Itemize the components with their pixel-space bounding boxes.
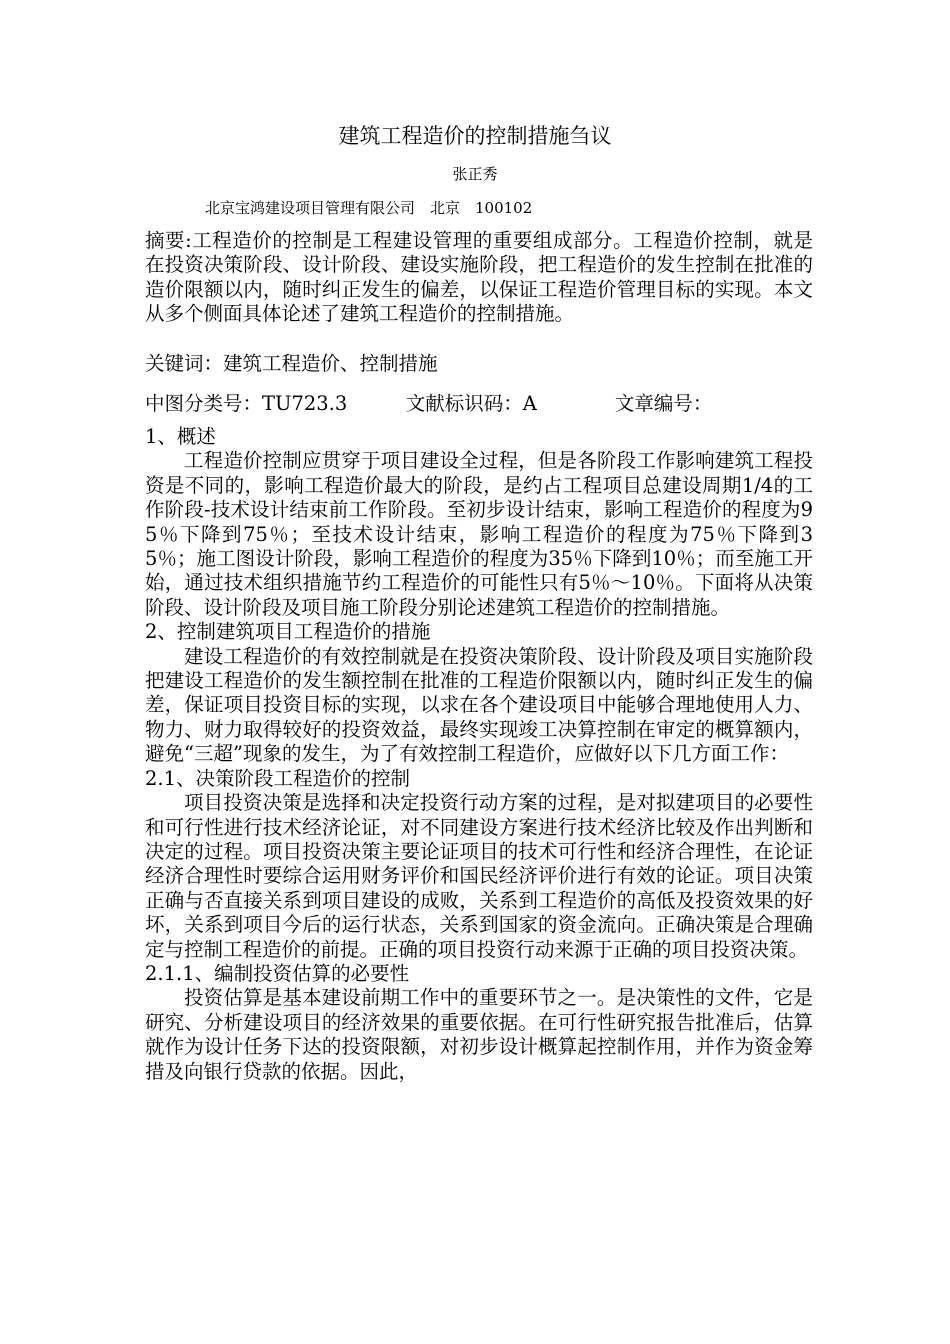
section-paragraph: 工程造价控制应贯穿于项目建设全过程，但是各阶段工作影响建筑工程投资是不同的，影响工程造价最大的阶段，是约占工程项目总建设周期1/4的工作阶段-技术设计结束前工作阶段。至初步设计结束，影响工程造价的程度为95％下降到75％；至技术设计结束，影响工程造价的程度为75％下降到35％；施工图设计阶段，影响工程造价的程度为35％下降到10％；而至施工开始，通过技术组织措施节约工程造价的可能性只有5％～10％。下面将从决策阶段、设计阶段及项目施工阶段分别论述建筑工程造价的控制措施。 bbox=[145, 449, 813, 619]
document-title: 建筑工程造价的控制措施刍议 bbox=[338, 124, 612, 148]
section-heading: 2、控制建筑项目工程造价的措施 bbox=[145, 620, 431, 644]
main-body bbox=[145, 425, 813, 1084]
section-paragraph: 项目投资决策是选择和决定投资行动方案的过程，是对拟建项目的必要性和可行性进行技术经济论证，对不同建设方案进行技术经济比较及作出判断和决定的过程。项目投资决策主要论证项目的技术可行性和经济合理性，在论证经济合理性时要综合运用财务评价和国民经济评价进行有效的论证。项目决策正确与否直接关系到项目建设的成败，关系到工程造价的高低及投资效果的好坏，关系到项目今后的运行状态，关系到国家的资金流向。正确决策是合理确定与控制工程造价的前提。正确的项目投资行动来源于正确的项目投资决策。 bbox=[145, 791, 813, 961]
keywords: 关键词：建筑工程造价、控制措施 bbox=[145, 352, 438, 375]
classification-line: 中图分类号：TU723.3 文献标识码：A 文章编号： bbox=[145, 392, 713, 415]
section-heading: 2.1、决策阶段工程造价的控制 bbox=[145, 766, 411, 790]
section-heading: 1、概述 bbox=[145, 425, 216, 448]
author-affiliation: 北京宝鸿建设项目管理有限公司 北京 100102 bbox=[205, 199, 533, 217]
section-heading: 2.1.1、编制投资估算的必要性 bbox=[145, 961, 410, 985]
abstract: 摘要:工程造价的控制是工程建设管理的重要组成部分。工程造价控制，就是在投资决策阶段、设计阶段、建设实施阶段，把工程造价的发生控制在批准的造价限额以内，随时纠正发生的偏差，以保证工程造价管理目标的实现。本文从多个侧面具体论述了建筑工程造价的控制措施。 bbox=[145, 229, 813, 326]
section-paragraph: 投资估算是基本建设前期工作中的重要环节之一。是决策性的文件，它是研究、分析建设项目的经济效果的重要依据。在可行性研究报告批准后，估算就作为设计任务下达的投资限额，对初步设计概算起控制作用，并作为资金筹措及向银行贷款的依据。因此， bbox=[145, 986, 813, 1083]
section-paragraph: 建设工程造价的有效控制就是在投资决策阶段、设计阶段及项目实施阶段把建设工程造价的发生额控制在批准的工程造价限额以内，随时纠正发生的偏差，保证项目投资目标的实现，以求在各个建设项目中能够合理地使用人力、物力、财力取得较好的投资效益，最终实现竣工决算控制在审定的概算额内，避免“三超”现象的发生，为了有效控制工程造价，应做好以下几方面工作： bbox=[145, 644, 813, 766]
author-name: 张正秀 bbox=[452, 165, 498, 183]
